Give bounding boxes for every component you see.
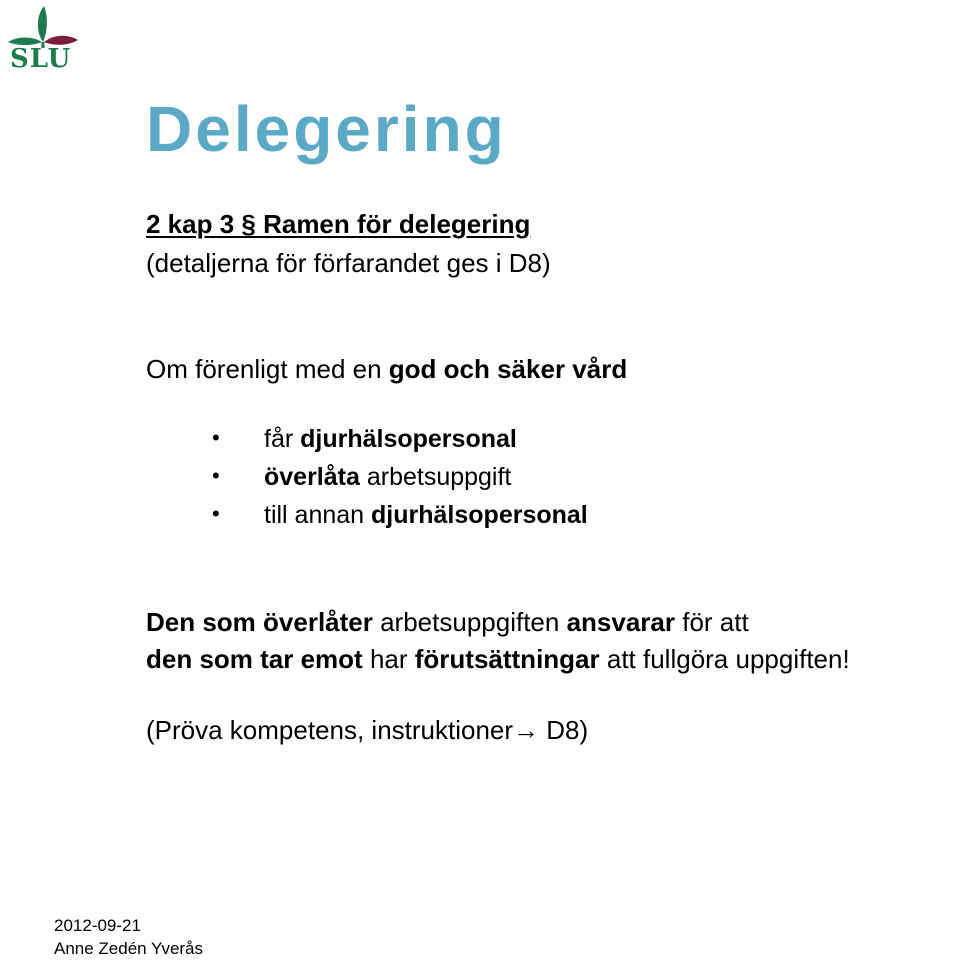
paragraph-intro-bold: god och säker vård — [388, 354, 628, 384]
bullet-text-bold: överlåta — [264, 463, 360, 491]
footer-date: 2012-09-21 — [54, 916, 141, 935]
bullet-icon: • — [212, 463, 220, 488]
text-normal: att fullgöra uppgiften! — [599, 644, 850, 674]
bullet-text-normal: arbetsuppgift — [359, 463, 512, 491]
text-normal: har — [362, 644, 415, 674]
section-subheading: (detaljerna för förfarandet ges i D8) — [146, 248, 551, 278]
bullet-text-bold: djurhälsopersonal — [300, 425, 517, 453]
text-normal: arbetsuppgiften — [372, 607, 567, 637]
bullet-text-normal: till annan — [264, 501, 372, 529]
section-heading: 2 kap 3 § Ramen för delegering — [146, 209, 531, 239]
bullet-icon: • — [212, 501, 220, 526]
list-item — [212, 463, 588, 501]
logo-text: SLU — [10, 44, 72, 74]
paragraph-note — [146, 715, 588, 746]
bullet-list — [212, 425, 588, 539]
list-item — [212, 425, 588, 463]
slide-title: Delegering — [146, 93, 507, 165]
bullet-text-normal: får — [264, 425, 301, 453]
text-bold: Den som överlåter — [146, 607, 373, 637]
bullet-icon: • — [212, 425, 220, 450]
paragraph-intro-normal: Om förenligt med en — [146, 354, 389, 384]
arrow-right-icon: → — [513, 715, 540, 745]
text-normal: (Pröva kompetens, instruktioner — [146, 715, 514, 745]
text-bold: ansvarar — [566, 607, 675, 637]
text-bold: förutsättningar — [414, 644, 600, 674]
paragraph-responsibility-line2 — [146, 644, 850, 675]
text-normal: D8) — [539, 715, 589, 745]
bullet-text-bold: djurhälsopersonal — [371, 501, 588, 529]
list-item — [212, 501, 588, 539]
paragraph-responsibility-line1 — [146, 607, 749, 638]
footer-author: Anne Zedén Yverås — [54, 939, 204, 958]
paragraph-intro — [146, 354, 627, 385]
text-bold: den som tar emot — [146, 644, 363, 674]
text-normal: för att — [675, 607, 749, 637]
